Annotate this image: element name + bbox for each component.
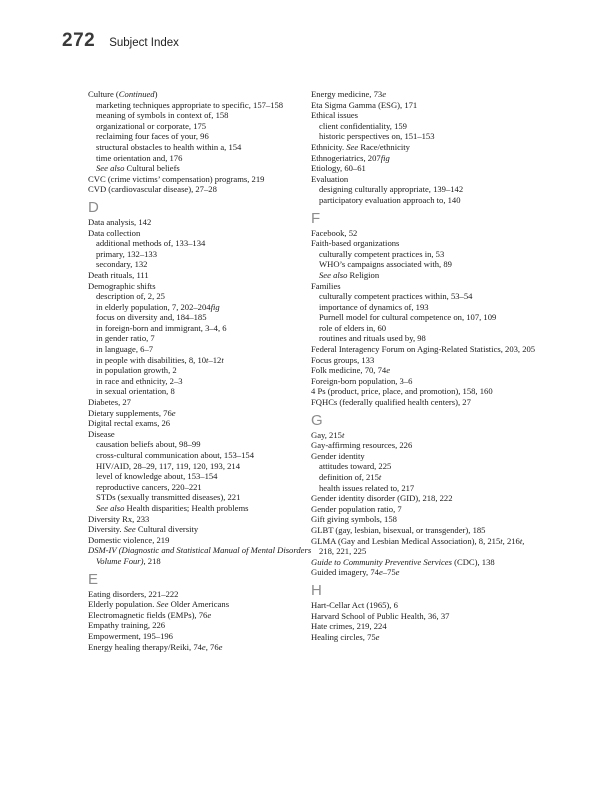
index-subentry: structural obstacles to health within a, 154 — [96, 141, 242, 152]
index-entry: Faith-based organizations — [311, 238, 400, 249]
index-entry: Empowerment, 195–196 — [88, 630, 173, 641]
index-entry: Gender population ratio, 7 — [311, 503, 402, 514]
index-entry: Death rituals, 111 — [88, 269, 149, 280]
index-entry: Hart-Cellar Act (1965), 6 — [311, 599, 398, 610]
index-subentry: health issues related to, 217 — [319, 482, 415, 493]
page-header — [62, 30, 179, 52]
index-entry: Foreign-born population, 3–6 — [311, 375, 413, 386]
index-entry: Disease — [88, 428, 115, 439]
index-entry: Gender identity disorder (GID), 218, 222 — [311, 493, 453, 504]
index-subentry: in language, 6–7 — [96, 344, 154, 355]
index-subentry: client confidentiality, 159 — [319, 120, 407, 131]
index-entry: Etiology, 60–61 — [311, 163, 366, 174]
index-subentry: primary, 132–133 — [96, 248, 158, 259]
index-entry: 4 Ps (product, price, place, and promotion), 158, 160 — [311, 386, 493, 397]
index-subentry: time orientation and, 176 — [96, 152, 183, 163]
index-entry: Culture (Continued) — [88, 89, 158, 99]
index-entry: Diabetes, 27 — [88, 397, 131, 408]
index-subentry: culturally competent practices in, 53 — [319, 248, 445, 259]
index-entry: Guide to Community Preventive Services (CDC), 138 — [311, 556, 495, 567]
index-subentry: STDs (sexually transmitted diseases), 221 — [96, 492, 241, 503]
index-subentry: in foreign-born and immigrant, 3–4, 6 — [96, 322, 227, 333]
index-entry: Data analysis, 142 — [88, 216, 152, 227]
index-subentry: in race and ethnicity, 2–3 — [96, 375, 183, 386]
index-entry: Digital rectal exams, 26 — [88, 418, 171, 429]
index-subentry: designing culturally appropriate, 139–142 — [319, 184, 464, 195]
index-subentry: reclaiming four faces of your, 96 — [96, 131, 209, 142]
index-subentry: level of knowledge about, 153–154 — [96, 471, 218, 482]
index-entry: Ethical issues — [311, 110, 359, 121]
index-entry: GLBT (gay, lesbian, bisexual, or transgender), 185 — [311, 524, 486, 535]
index-subentry: routines and rituals used by, 98 — [319, 333, 426, 344]
index-subentry: See also Cultural beliefs — [96, 163, 180, 174]
index-subentry: See also Religion — [319, 269, 380, 280]
index-subentry: culturally competent practices within, 53–54 — [319, 291, 473, 302]
index-subentry: meaning of symbols in context of, 158 — [96, 110, 229, 121]
index-subentry: in population growth, 2 — [96, 365, 177, 376]
index-entry: Gay-affirming resources, 226 — [311, 440, 413, 451]
index-entry: Gender identity — [311, 450, 365, 461]
index-subentry: HIV/AID, 28–29, 117, 119, 120, 193, 214 — [96, 460, 241, 471]
index-subentry: marketing techniques appropriate to specific, 157–158 — [96, 99, 284, 110]
index-entry: Healing circles, 75e — [311, 631, 380, 642]
index-entry: Focus groups, 133 — [311, 354, 375, 365]
index-subentry: role of elders in, 60 — [319, 322, 387, 333]
index-subentry: Purnell model for cultural competence on, 107, 109 — [319, 312, 497, 323]
index-entry: Eating disorders, 221–222 — [88, 588, 179, 599]
index-subentry: in gender ratio, 7 — [96, 333, 155, 344]
index-column-right — [311, 89, 537, 642]
index-entry: Diversity. See Cultural diversity — [88, 524, 199, 535]
index-entry: Families — [311, 280, 341, 291]
index-entry: GLMA (Gay and Lesbian Medical Association), 8, 215t, 216t, 218, 221, 225 — [311, 535, 525, 557]
index-subentry: WHO’s campaigns associated with, 89 — [319, 259, 452, 270]
section-letter-h: H — [311, 581, 322, 599]
index-subentry: focus on diversity and, 184–185 — [96, 312, 207, 323]
section-letter-e: E — [88, 570, 99, 588]
index-entry: Electromagnetic fields (EMPs), 76e — [88, 609, 212, 620]
index-column-left — [88, 89, 314, 652]
index-entry: Domestic violence, 219 — [88, 534, 170, 545]
index-entry: Guided imagery, 74e–75e — [311, 567, 400, 578]
index-subentry: cross-cultural communication about, 153–154 — [96, 450, 254, 460]
index-entry: FQHCs (federally qualified health centers), 27 — [311, 397, 471, 408]
index-subentry: participatory evaluation approach to, 140 — [319, 194, 461, 205]
index-entry: Evaluation — [311, 173, 349, 184]
index-entry: Eta Sigma Gamma (ESG), 171 — [311, 99, 418, 110]
page-number: 272 — [62, 30, 96, 51]
index-subentry: additional methods of, 133–134 — [96, 238, 206, 249]
index-entry: Empathy training, 226 — [88, 620, 166, 631]
index-subentry: See also Health disparities; Health problems — [96, 502, 249, 513]
index-entry: Gift giving symbols, 158 — [311, 514, 397, 525]
index-subentry: importance of dynamics of, 193 — [319, 301, 429, 312]
index-subentry: organizational or corporate, 175 — [96, 120, 207, 131]
index-subentry: attitudes toward, 225 — [319, 461, 392, 472]
index-entry: Demographic shifts — [88, 280, 156, 291]
index-entry: CVD (cardiovascular disease), 27–28 — [88, 184, 217, 195]
index-entry: Data collection — [88, 227, 141, 238]
index-subentry: definition of, 215t — [319, 472, 382, 482]
index-entry: Ethnogeriatrics, 207fig — [311, 152, 390, 163]
index-subentry: in elderly population, 7, 202–204fig — [96, 301, 220, 312]
index-subentry: reproductive cancers, 220–221 — [96, 481, 202, 492]
index-entry: Federal Interagency Forum on Aging-Related Statistics, 203, 205 — [311, 344, 536, 355]
index-subentry: in sexual orientation, 8 — [96, 386, 175, 397]
index-entry: Harvard School of Public Health, 36, 37 — [311, 610, 450, 621]
index-entry: Diversity Rx, 233 — [88, 513, 150, 524]
index-entry: DSM-IV (Diagnostic and Statistical Manual of Mental Disorders Volume Four), 218 — [88, 545, 312, 566]
section-letter-g: G — [311, 411, 323, 429]
index-entry: Facebook, 52 — [311, 227, 358, 238]
index-subentry: causation beliefs about, 98–99 — [96, 439, 201, 450]
index-entry: Elderly population. See Older Americans — [88, 599, 230, 610]
index-entry: Folk medicine, 70, 74e — [311, 365, 391, 376]
index-entry: Hate crimes, 219, 224 — [311, 621, 387, 632]
index-subentry: in people with disabilities, 8, 10t–12t — [96, 354, 224, 365]
index-entry: Ethnicity. See Race/ethnicity — [311, 141, 410, 152]
index-entry: CVC (crime victims’ compensation) programs, 219 — [88, 173, 265, 184]
index-subentry: secondary, 132 — [96, 259, 148, 270]
index-entry: Energy healing therapy/Reiki, 74e, 76e — [88, 641, 223, 652]
index-entry: Gay, 215t — [311, 429, 345, 440]
running-title: Subject Index — [109, 37, 179, 49]
index-subentry: description of, 2, 25 — [96, 291, 165, 302]
index-entry: Dietary supplements, 76e — [88, 407, 176, 418]
section-letter-d: D — [88, 198, 99, 216]
index-entry: Energy medicine, 73e — [311, 89, 387, 99]
section-letter-f: F — [311, 209, 321, 227]
index-subentry: historic perspectives on, 151–153 — [319, 131, 435, 142]
